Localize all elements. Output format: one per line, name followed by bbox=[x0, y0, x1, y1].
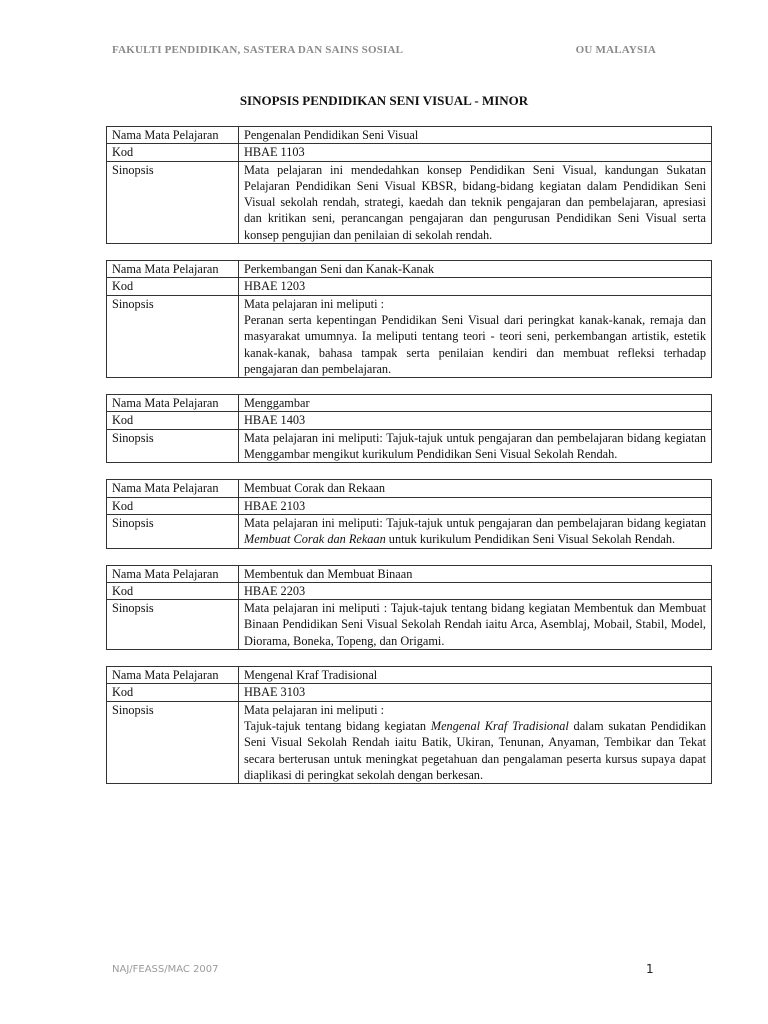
course-name-row bbox=[107, 565, 712, 582]
course-code-label: Kod bbox=[107, 412, 239, 429]
course-synopsis-row bbox=[107, 295, 712, 377]
course-code: HBAE 2203 bbox=[239, 582, 712, 599]
synopsis-emphasis: Membuat Corak dan Rekaan bbox=[244, 532, 386, 547]
course-name-row bbox=[107, 261, 712, 278]
course-name-label: Nama Mata Pelajaran bbox=[107, 127, 239, 144]
course-code: HBAE 3103 bbox=[239, 684, 712, 701]
course-code: HBAE 2103 bbox=[239, 497, 712, 514]
course-name-label: Nama Mata Pelajaran bbox=[107, 480, 239, 497]
course-table bbox=[106, 565, 712, 650]
course-name-row bbox=[107, 480, 712, 497]
course-name: Menggambar bbox=[239, 395, 712, 412]
course-code-label: Kod bbox=[107, 278, 239, 295]
course-code-label: Kod bbox=[107, 497, 239, 514]
course-code-label: Kod bbox=[107, 144, 239, 161]
synopsis-text: dalam sukatan Pendidikan Seni Visual Sekolah Rendah iaitu Batik, Ukiran, Tenunan, Anyaman, Tembikar dan Tekat secara berterusan untuk meningkat pegetahuan dan pengalaman peserta kursus supaya dapat diaplikasi di peringkat sekolah dengan berkesan. bbox=[244, 718, 706, 782]
course-synopsis-label: Sinopsis bbox=[107, 429, 239, 463]
course-code-row bbox=[107, 144, 712, 161]
course-code-label: Kod bbox=[107, 684, 239, 701]
synopsis-emphasis: Mengenal Kraf Tradisional bbox=[430, 718, 569, 733]
course-synopsis-label: Sinopsis bbox=[107, 161, 239, 243]
synopsis-intro: Mata pelajaran ini meliputi : bbox=[244, 702, 385, 717]
course-code-row bbox=[107, 278, 712, 295]
course-code-row bbox=[107, 684, 712, 701]
course-synopsis-label: Sinopsis bbox=[107, 295, 239, 377]
course-name: Membentuk dan Membuat Binaan bbox=[239, 565, 712, 582]
course-synopsis-label: Sinopsis bbox=[107, 600, 239, 650]
course-code-label: Kod bbox=[107, 582, 239, 599]
course-synopsis: Mata pelajaran ini meliputi : Tajuk-tajuk tentang bidang kegiatan Membentuk dan Membuat Binaan Pendidikan Seni Visual Sekolah Rendah iaitu Arca, Asemblaj, Mobail, Stabil, Model, Diorama, Boneka, Topeng, dan Origami. bbox=[239, 600, 712, 650]
course-table bbox=[106, 394, 712, 463]
course-table bbox=[106, 666, 712, 784]
course-code: HBAE 1103 bbox=[239, 144, 712, 161]
course-synopsis: Mata pelajaran ini mendedahkan konsep Pendidikan Seni Visual, kandungan Sukatan Pelajaran Pendidikan Seni Visual KBSR, bidang-bidang kegiatan dalam Pendidikan Seni Visual sekolah rendah, strategi, kaedah dan teknik pengajaran dan pembelajaran, apresiasi dan kritikan seni, perancangan pengajaran dan pengurusan Pendidikan Seni Visual serta konsep pengujian dan penilaian di sekolah rendah. bbox=[239, 161, 712, 243]
course-tables bbox=[106, 126, 712, 800]
course-table bbox=[106, 479, 712, 548]
course-synopsis-row bbox=[107, 600, 712, 650]
course-name: Perkembangan Seni dan Kanak-Kanak bbox=[239, 261, 712, 278]
course-synopsis bbox=[239, 514, 712, 548]
course-name: Pengenalan Pendidikan Seni Visual bbox=[239, 127, 712, 144]
synopsis-body bbox=[244, 718, 706, 783]
course-synopsis: Mata pelajaran ini meliputi: Tajuk-tajuk untuk pengajaran dan pembelajaran bidang kegiatan Menggambar mengikut kurikulum Pendidikan Seni Visual Sekolah Rendah. bbox=[239, 429, 712, 463]
course-code-row bbox=[107, 582, 712, 599]
synopsis-text: untuk kurikulum Pendidikan Seni Visual Sekolah Rendah. bbox=[385, 532, 676, 547]
course-code-row bbox=[107, 412, 712, 429]
synopsis-intro: Mata pelajaran ini meliputi : bbox=[244, 296, 385, 311]
course-synopsis-row bbox=[107, 429, 712, 463]
page-number: 1 bbox=[646, 962, 654, 976]
course-name-label: Nama Mata Pelajaran bbox=[107, 667, 239, 684]
course-code: HBAE 1203 bbox=[239, 278, 712, 295]
course-table bbox=[106, 260, 712, 378]
course-name-label: Nama Mata Pelajaran bbox=[107, 565, 239, 582]
synopsis-body: Peranan serta kepentingan Pendidikan Seni Visual dari peringkat kanak-kanak, remaja dan masyarakat umumnya. Ia meliputi tentang teori - teori seni, perkembangan artistik, estetik kanak-kanak, bahasa tampak serta penilaian kendiri dan membuat refleksi terhadap pengajaran dan pembelajaran. bbox=[244, 312, 706, 376]
course-synopsis bbox=[239, 701, 712, 783]
course-name-label: Nama Mata Pelajaran bbox=[107, 261, 239, 278]
course-name-row bbox=[107, 395, 712, 412]
synopsis-text: Tajuk-tajuk tentang bidang kegiatan bbox=[244, 718, 431, 733]
footer-reference: NAJ/FEASS/MAC 2007 bbox=[112, 964, 219, 975]
course-name-row bbox=[107, 127, 712, 144]
course-code-row bbox=[107, 497, 712, 514]
course-synopsis-row bbox=[107, 161, 712, 243]
course-table bbox=[106, 126, 712, 244]
course-synopsis-label: Sinopsis bbox=[107, 701, 239, 783]
course-name-row bbox=[107, 667, 712, 684]
course-name-label: Nama Mata Pelajaran bbox=[107, 395, 239, 412]
header-faculty: FAKULTI PENDIDIKAN, SASTERA DAN SAINS SOSIAL bbox=[112, 44, 404, 56]
course-synopsis-row bbox=[107, 701, 712, 783]
course-code: HBAE 1403 bbox=[239, 412, 712, 429]
synopsis-text: Mata pelajaran ini meliputi: Tajuk-tajuk untuk pengajaran dan pembelajaran bidang kegiatan bbox=[244, 515, 706, 530]
header-university: OU MALAYSIA bbox=[575, 44, 656, 56]
course-synopsis bbox=[239, 295, 712, 377]
course-name: Membuat Corak dan Rekaan bbox=[239, 480, 712, 497]
document-title: SINOPSIS PENDIDIKAN SENI VISUAL - MINOR bbox=[239, 93, 529, 108]
course-synopsis-label: Sinopsis bbox=[107, 514, 239, 548]
course-synopsis-row bbox=[107, 514, 712, 548]
course-name: Mengenal Kraf Tradisional bbox=[239, 667, 712, 684]
